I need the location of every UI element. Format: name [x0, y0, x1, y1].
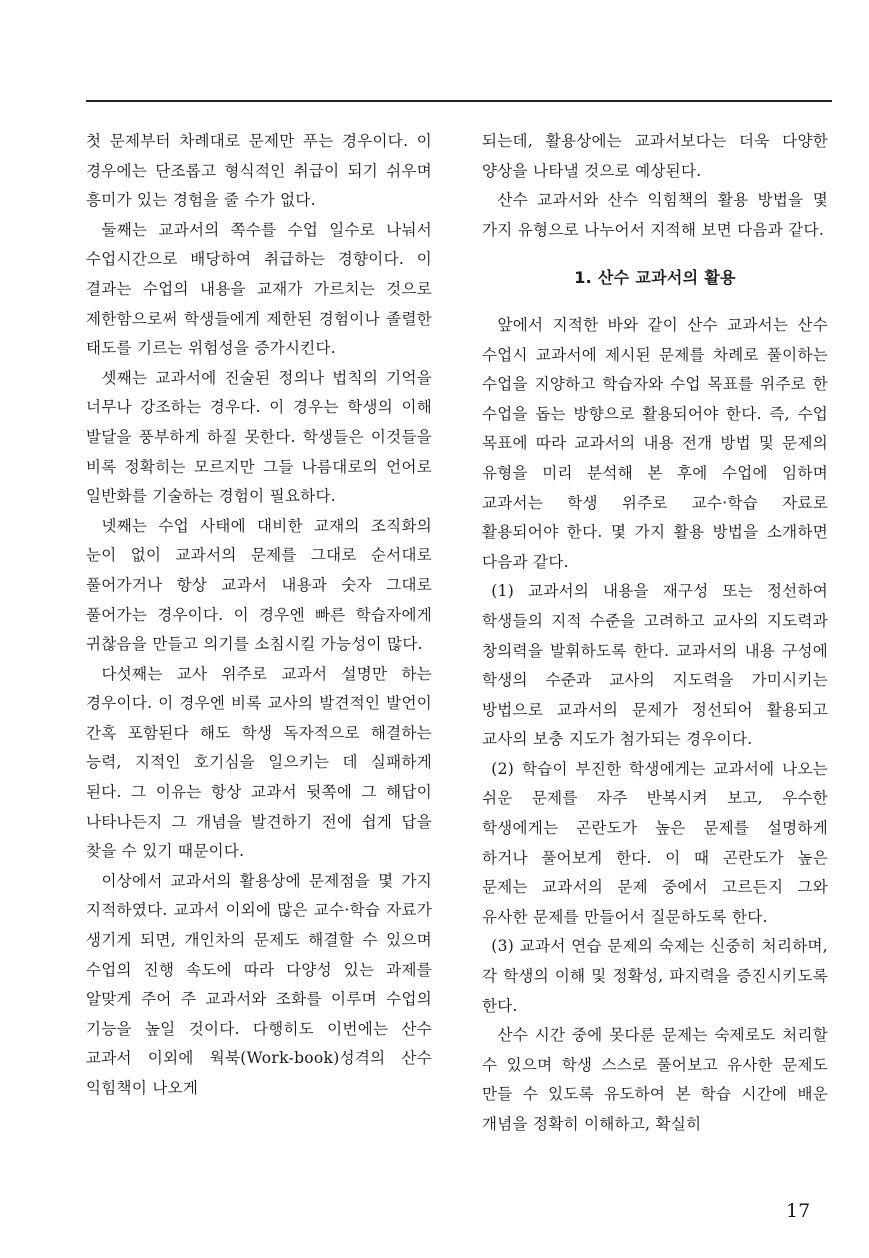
paragraph: 되는데, 활용상에는 교과서보다는 더욱 다양한 양상을 나타낼 것으로 예상된다. [482, 132, 828, 180]
paragraph: 다섯째는 교사 위주로 교과서 설명만 하는 경우이다. 이 경우엔 비록 교사의 발견적인 발언이 간혹 포함된다 해도 학생 독자적으로 해결하는 능력, 지적인 호기심을 일으키는 데 실패하게 된다. 그 이유는 항상 교과서 뒷쪽에 그 해답이 나타나든지 그 개념을 발견하기 전에 쉽게 답을 찾을 수 있기 때문이다. [86, 664, 432, 861]
paragraph: 산수 교과서와 산수 익힘책의 활용 방법을 몇 가지 유형으로 나누어서 지적해 보면 다음과 같다. [482, 191, 828, 239]
section-heading: 1. 산수 교과서의 활용 [574, 268, 736, 288]
paragraph: 이상에서 교과서의 활용상에 문제점을 몇 가지 지적하였다. 교과서 이외에 많은 교수·학습 자료가 생기게 되면, 개인차의 문제도 해결할 수 있으며 수업의 진행 속도에 따라 다양성 있는 과제를 알맞게 주어 주 교과서와 조화를 이루며 수업의 기능을 높일 것이다. 다행히도 이번에는 산수 교과서 이외에 웍북(Work-book)성격의 산수 익힘책이 나오게 [86, 871, 432, 1097]
paragraph: 앞에서 지적한 바와 같이 산수 교과서는 산수 수업시 교과서에 제시된 문제를 차례로 풀이하는 수업을 지양하고 학습자와 수업 목표를 위주로 한 수업을 돕는 방향으로 활용되어야 한다. 즉, 수업 목표에 따라 교과서의 내용 전개 방법 및 문제의 유형을 미리 분석해 본 후에 수업에 임하며 교과서는 학생 위주로 교수·학습 자료로 활용되어야 한다. 몇 가지 활용 방법을 소개하면 다음과 같다. [482, 315, 828, 571]
page-number: 17 [786, 1200, 811, 1222]
list-item: (2) 학습이 부진한 학생에게는 교과서에 나오는 쉬운 문제를 자주 반복시켜 보고, 우수한 학생에게는 곤란도가 높은 문제를 설명하게 하거나 풀어보게 한다. 이 때 곤란도가 높은 문제는 교과서의 문제 중에서 고르든지 그와 유사한 문제를 만들어서 질문하도록 한다. [482, 759, 828, 926]
header-rule [86, 100, 832, 102]
paragraph: 첫 문제부터 차례대로 문제만 푸는 경우이다. 이 경우에는 단조롭고 형식적인 취급이 되기 쉬우며 흥미가 있는 경험을 줄 수가 없다. [86, 132, 432, 210]
list-item: (3) 교과서 연습 문제의 숙제는 신중히 처리하며, 각 학생의 이해 및 정확성, 파지력을 증진시키도록 한다. [482, 937, 828, 1015]
list-item: (1) 교과서의 내용을 재구성 또는 정선하여 학생들의 지적 수준을 고려하고 교사의 지도력과 창의력을 발휘하도록 한다. 교과서의 내용 구성에 학생의 수준과 교사의 지도력을 가미시키는 방법으로 교과서의 문제가 정선되어 활용되고 교사의 보충 지도가 첨가되는 경우이다. [482, 582, 828, 749]
paragraph: 셋째는 교과서에 진술된 정의나 법칙의 기억을 너무나 강조하는 경우다. 이 경우는 학생의 이해 발달을 풍부하게 하질 못한다. 학생들은 이것들을 비록 정확히는 모르지만 그들 나름대로의 언어로 일반화를 기술하는 경험이 필요하다. [86, 368, 432, 506]
paragraph: 둘째는 교과서의 쪽수를 수업 일수로 나눠서 수업시간으로 배당하여 취급하는 경향이다. 이 결과는 수업의 내용을 교재가 가르치는 것으로 제한함으로써 학생들에게 제한된 경험이나 졸렬한 태도를 기르는 위험성을 증가시킨다. [86, 220, 432, 358]
paragraph: 산수 시간 중에 못다룬 문제는 숙제로도 처리할 수 있으며 학생 스스로 풀어보고 유사한 문제도 만들 수 있도록 유도하여 본 학습 시간에 배운 개념을 정확히 이해하고, 확실히 [482, 1026, 828, 1133]
right-column [482, 127, 828, 1140]
left-column [86, 127, 432, 1104]
paragraph: 넷째는 수업 사태에 대비한 교재의 조직화의 눈이 없이 교과서의 문제를 그대로 순서대로 풀어가거나 항상 교과서 내용과 숫자 그대로 풀어가는 경우이다. 이 경우엔 빠른 학습자에게 귀찮음을 만들고 의기를 소침시킬 가능성이 많다. [86, 516, 432, 654]
